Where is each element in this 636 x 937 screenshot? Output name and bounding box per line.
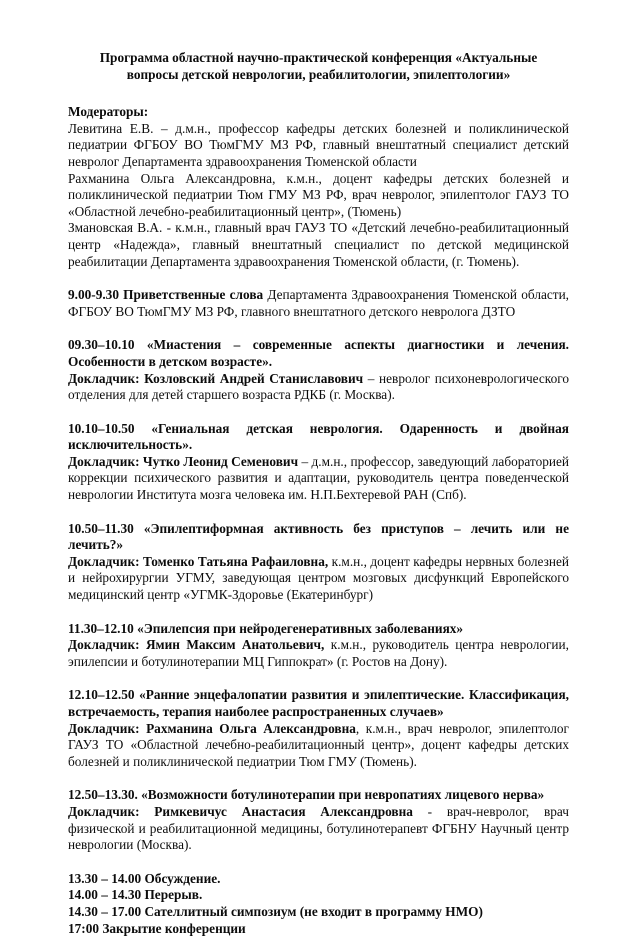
- session-speaker: [68, 804, 569, 854]
- speaker-name: Докладчик: Рахманина Ольга Александровна: [68, 720, 356, 736]
- moderators-heading: Модераторы:: [68, 104, 149, 120]
- speaker-details: – д.м.н., профессор, заведующий лабораторией коррекции психического развития и адаптации, руководитель центра поведенческой неврологии Института мозга человека им. Н.П.Бехтеревой РАН (Спб).: [68, 453, 569, 503]
- moderator-entry: Змановская В.А. - к.м.н., главный врач ГАУЗ ТО «Детский лечебно-реабилитационный центр «Надежда», главный внештатный специалист по детской медицинской реабилитации Департамента здравоохранения Тюменской области, (г. Тюмень).: [68, 220, 569, 269]
- speaker-details: , к.м.н., врач невролог, эпилептолог ГАУЗ ТО «Областной лечебно-реабилитационный центр», доцент кафедры детских болезней и поликлинической педиатрии Тюм ГМУ (Тюмень).: [68, 720, 569, 769]
- speaker-details: – невролог психоневрологического отделения для детей старшего возраста РДКБ (г. Москва).: [68, 370, 570, 403]
- session-title: 10.50–11.30 «Эпилептиформная активность без приступов – лечить или не лечить?»: [68, 520, 569, 553]
- session-speaker: [68, 637, 569, 670]
- speaker-details: - врач-невролог, врач физической и реабилитационной медицины, ботулинотерапевт ФГБНУ Научный центр неврологии (Москва).: [68, 803, 569, 853]
- opening-time-label: 9.00-9.30 Приветственные слова: [68, 287, 264, 303]
- speaker-name: Докладчик: Ямин Максим Анатольевич,: [68, 637, 325, 653]
- speaker-details: к.м.н., руководитель центра неврологии, эпилепсии и ботулинотерапии МЦ Гиппократ» (г. Ростов на Дону).: [68, 637, 569, 669]
- closing-line: 13.30 – 14.00 Обсуждение.: [68, 870, 221, 886]
- speaker-name: Докладчик: Чутко Леонид Семенович: [68, 453, 299, 469]
- moderator-entry: Рахманина Ольга Александровна, к.м.н., доцент кафедры детских болезней и поликлинической педиатрии Тюм ГМУ МЗ РФ, врач невролог, эпилептолог ГАУЗ ТО «Областной лечебно-реабилитационный центр», (Тюмень): [68, 170, 569, 219]
- opening-remarks: [68, 287, 569, 320]
- moderator-entry: Левитина Е.В. – д.м.н., профессор кафедры детских болезней и поликлинической педиатрии ФГБОУ ВО ТюмГМУ МЗ РФ, главный внештатный специалист детский невролог Департамента здравоохранения Тюменской области: [68, 120, 569, 169]
- session-title: 12.50–13.30. «Возможности ботулинотерапии при невропатиях лицевого нерва»: [68, 787, 545, 803]
- speaker-details: к.м.н., доцент кафедры нервных болезней и нейрохирургии УГМУ, заведующая центром мозговых дисфункций Европейского медицинский центр «УГМК-Здоровье (Екатеринбург): [68, 553, 569, 603]
- speaker-name: Докладчик: Томенко Татьяна Рафаиловна,: [68, 553, 329, 569]
- session-title: 10.10–10.50 «Гениальная детская неврология. Одаренность и двойная исключительность».: [68, 420, 569, 453]
- closing-line: 14.30 – 17.00 Сателлитный симпозиум (не входит в программу НМО): [68, 903, 483, 919]
- speaker-name: Докладчик: Римкевичус Анастасия Александровна: [68, 803, 413, 819]
- session-title: 11.30–12.10 «Эпилепсия при нейродегенеративных заболеваниях»: [68, 620, 464, 636]
- session-speaker: [68, 554, 569, 604]
- session-speaker: [68, 721, 569, 771]
- conference-title: Программа областной научно-практической конференция «Актуальные вопросы детской неврологии, реабилитологии, эпилептологии»: [99, 50, 538, 82]
- closing-line: 17:00 Закрытие конференции: [68, 920, 246, 936]
- session-speaker: [68, 371, 569, 404]
- session-speaker: [68, 454, 569, 504]
- session-title: 09.30–10.10 «Миастения – современные аспекты диагностики и лечения. Особенности в детском возрасте».: [68, 337, 569, 369]
- opening-text: Департамента Здравоохранения Тюменской области, ФГБОУ ВО ТюмГМУ МЗ РФ, главного внештатного детского невролога ДЗТО: [68, 287, 570, 319]
- closing-line: 14.00 – 14.30 Перерыв.: [68, 887, 203, 903]
- speaker-name: Докладчик: Козловский Андрей Станиславович: [68, 370, 364, 386]
- session-title: 12.10–12.50 «Ранние энцефалопатии развития и эпилептические. Классификация, встречаемость, терапия наиболее распространенных случаев»: [68, 687, 569, 719]
